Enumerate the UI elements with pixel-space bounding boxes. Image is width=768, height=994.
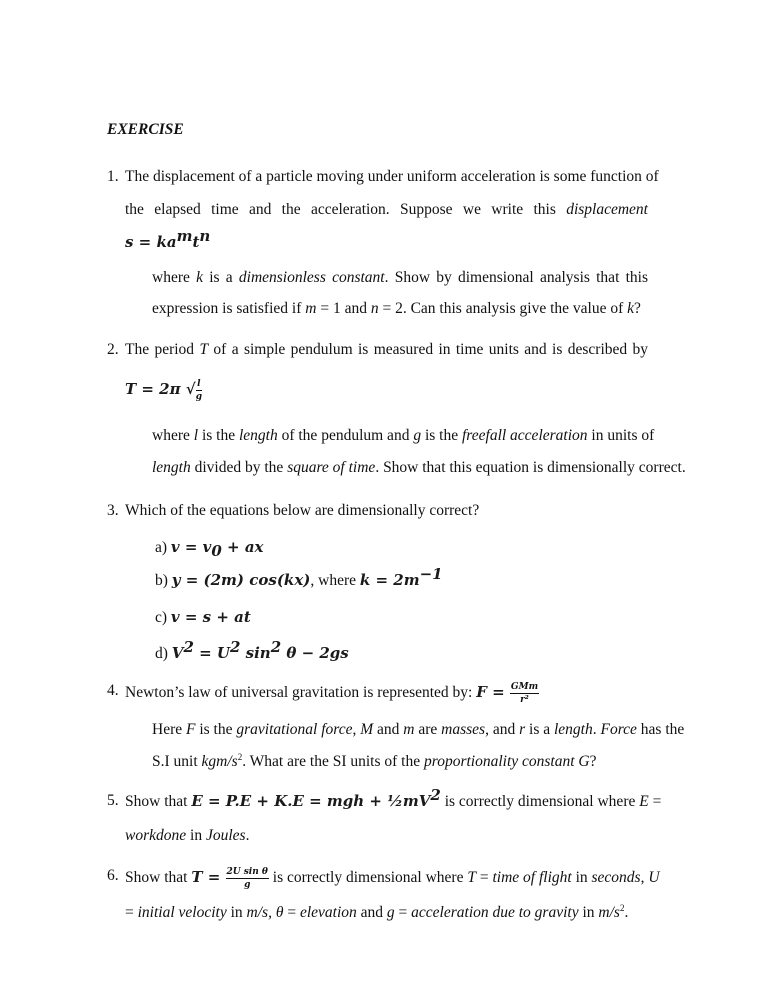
italic-text: l bbox=[193, 427, 199, 444]
text: r² bbox=[520, 695, 529, 705]
text: in bbox=[226, 904, 247, 921]
italic-text: m bbox=[403, 721, 415, 738]
text: of a simple pendulum is measured in time units and is described by bbox=[208, 341, 649, 358]
fraction bbox=[510, 681, 539, 706]
exercise-heading: EXERCISE bbox=[107, 121, 184, 138]
text: is a bbox=[525, 721, 554, 738]
text: a) bbox=[155, 539, 171, 556]
text: S.I unit bbox=[152, 753, 202, 770]
q4-l1 bbox=[125, 681, 539, 706]
formula-text: s = ka bbox=[125, 233, 177, 251]
italic-text: initial velocity bbox=[137, 904, 227, 921]
text: = bbox=[394, 904, 412, 921]
formula-text: E = P.E + K.E = mgh + ½mV bbox=[191, 792, 431, 810]
text: . What are the SI units of the bbox=[242, 753, 424, 770]
italic-text: length bbox=[238, 427, 278, 444]
q1-l1 bbox=[125, 167, 659, 187]
italic-text: masses bbox=[441, 721, 486, 738]
text: divided by the bbox=[190, 459, 288, 476]
text: , bbox=[640, 869, 649, 887]
formula-text: v = s + at bbox=[170, 608, 251, 626]
italic-text: dimensionless constant bbox=[238, 269, 385, 286]
formula-text: 2 bbox=[430, 785, 441, 804]
text: is a bbox=[202, 269, 239, 286]
italic-text: T bbox=[199, 341, 209, 358]
q1-l2 bbox=[125, 200, 648, 220]
formula-text: −1 bbox=[419, 564, 443, 583]
text: is correctly dimensional where bbox=[268, 869, 468, 887]
item-number: 4. bbox=[107, 682, 119, 699]
text: The displacement of a particle moving under uniform acceleration is some function of bbox=[125, 168, 659, 185]
text: d) bbox=[155, 645, 172, 662]
text: = bbox=[648, 793, 662, 810]
text: = bbox=[475, 869, 493, 887]
formula-text: m bbox=[176, 226, 193, 245]
formula-text: 0 bbox=[211, 542, 222, 561]
italic-text: k bbox=[627, 300, 634, 317]
italic-text: length bbox=[553, 721, 593, 738]
q3-b bbox=[155, 564, 443, 591]
item-number: 5. bbox=[107, 792, 119, 809]
italic-text: displacement bbox=[566, 201, 648, 218]
text: and bbox=[373, 721, 404, 738]
text: . bbox=[624, 904, 629, 921]
q3-c bbox=[155, 607, 251, 628]
item-number: 2. bbox=[107, 341, 119, 358]
q2-l3 bbox=[152, 458, 686, 478]
item-number: 6. bbox=[107, 867, 119, 884]
formula-text: sin bbox=[240, 644, 271, 662]
text: is the bbox=[421, 427, 462, 444]
text: l bbox=[197, 379, 201, 389]
q1-l4 bbox=[152, 299, 641, 319]
formula-text: + ax bbox=[221, 538, 264, 556]
text: is the bbox=[195, 721, 237, 738]
text: , bbox=[352, 721, 361, 738]
text: = 1 and bbox=[316, 300, 371, 317]
italic-text: m/s bbox=[598, 904, 620, 921]
text: . Show by dimensional analysis that this bbox=[384, 269, 648, 286]
text: g bbox=[244, 880, 251, 890]
formula-text: V bbox=[171, 644, 184, 662]
q2-formula bbox=[125, 378, 202, 403]
text: in bbox=[571, 869, 592, 887]
italic-text: kgm/s bbox=[201, 753, 238, 770]
italic-text: square of time bbox=[287, 459, 376, 476]
text: = bbox=[283, 904, 300, 921]
italic-text: time of flight bbox=[492, 869, 572, 887]
italic-text: g bbox=[413, 427, 422, 444]
italic-text: Force bbox=[600, 721, 637, 738]
text: 2 bbox=[237, 751, 243, 762]
q4-l3 bbox=[152, 752, 597, 772]
italic-text: k bbox=[196, 269, 203, 286]
text: 2 bbox=[619, 902, 625, 913]
q2-l1 bbox=[125, 340, 648, 360]
formula-text: 2 bbox=[183, 637, 194, 656]
text: . Show that this equation is dimensionally correct. bbox=[375, 459, 686, 476]
formula-text: F = bbox=[476, 683, 510, 702]
italic-text: T bbox=[467, 869, 476, 887]
formula-text: t bbox=[192, 233, 200, 251]
formula-text: θ − 2gs bbox=[281, 644, 349, 662]
italic-text: elevation bbox=[299, 904, 357, 921]
text: The period bbox=[125, 341, 200, 358]
italic-text: F bbox=[186, 721, 196, 738]
text: b) bbox=[155, 572, 172, 589]
italic-text: U bbox=[648, 869, 660, 887]
text: ? bbox=[589, 753, 597, 770]
q1-formula bbox=[125, 226, 211, 253]
text: of the pendulum and bbox=[277, 427, 414, 444]
text: where bbox=[152, 427, 194, 444]
text: expression is satisfied if bbox=[152, 300, 306, 317]
formula-text: 2 bbox=[270, 637, 282, 656]
item-number: 3. bbox=[107, 502, 119, 519]
text: ? bbox=[634, 300, 641, 317]
q2-l2 bbox=[152, 426, 654, 446]
formula-text: = U bbox=[193, 644, 230, 662]
italic-text: M bbox=[360, 721, 374, 738]
text: is correctly dimensional where bbox=[440, 793, 640, 810]
formula-text: 2 bbox=[229, 637, 241, 656]
formula-text: n bbox=[199, 226, 211, 245]
italic-text: n bbox=[370, 300, 379, 317]
text: c) bbox=[155, 609, 171, 626]
q4-l2 bbox=[152, 720, 684, 740]
italic-text: seconds bbox=[591, 869, 641, 887]
italic-text: length bbox=[152, 459, 191, 476]
text: Newton’s law of universal gravitation is represented by: bbox=[125, 684, 477, 702]
text: g bbox=[195, 392, 202, 402]
formula-text: √ bbox=[185, 380, 196, 399]
italic-text: m bbox=[305, 300, 317, 317]
italic-text: r bbox=[519, 721, 526, 738]
formula-text: y = (2m) cos(kx) bbox=[171, 571, 311, 589]
q1-l3 bbox=[152, 268, 648, 288]
formula-text: v = v bbox=[170, 538, 212, 556]
italic-text: freefall acceleration bbox=[461, 427, 588, 444]
text: is the bbox=[198, 427, 239, 444]
italic-text: g bbox=[386, 904, 395, 921]
text: where bbox=[152, 269, 197, 286]
text: = 2. Can this analysis give the value of bbox=[378, 300, 628, 317]
italic-text: workdone bbox=[125, 827, 187, 844]
fraction bbox=[226, 866, 269, 891]
text: , and bbox=[485, 721, 520, 738]
item-number: 1. bbox=[107, 168, 119, 185]
italic-text: acceleration due to gravity bbox=[411, 904, 579, 921]
q6-l2 bbox=[125, 903, 628, 923]
italic-text: proportionality constant G bbox=[424, 753, 590, 770]
italic-text: gravitational force bbox=[236, 721, 353, 738]
text: 2U sin θ bbox=[226, 867, 268, 877]
text: Which of the equations below are dimensionally correct? bbox=[125, 502, 480, 519]
formula-text: T = bbox=[191, 868, 226, 887]
text: GMm bbox=[510, 682, 539, 692]
formula-text: k = 2m bbox=[359, 571, 420, 589]
italic-text: m/s, θ bbox=[246, 904, 284, 921]
q3-l1 bbox=[125, 501, 479, 521]
text: has the bbox=[636, 721, 685, 738]
text: in bbox=[578, 904, 599, 921]
q3-a bbox=[155, 537, 264, 561]
q5-l1 bbox=[125, 785, 662, 812]
text: in bbox=[186, 827, 206, 844]
text: the elapsed time and the acceleration. Suppose we write this bbox=[125, 201, 567, 218]
text: and bbox=[356, 904, 387, 921]
q5-l2 bbox=[125, 826, 249, 846]
italic-text: E bbox=[639, 793, 649, 810]
q6-l1 bbox=[125, 866, 660, 891]
text: in units of bbox=[587, 427, 655, 444]
italic-text: Joules bbox=[205, 827, 246, 844]
formula-text: T = 2π bbox=[125, 380, 186, 399]
text: , where bbox=[310, 572, 360, 589]
text: Show that bbox=[125, 869, 192, 887]
text: = bbox=[125, 904, 138, 921]
text: are bbox=[414, 721, 442, 738]
q3-d bbox=[155, 637, 349, 664]
text: . bbox=[592, 721, 601, 738]
text: . bbox=[245, 827, 250, 844]
text: Here bbox=[152, 721, 186, 738]
fraction bbox=[196, 378, 202, 403]
text: Show that bbox=[125, 793, 192, 810]
